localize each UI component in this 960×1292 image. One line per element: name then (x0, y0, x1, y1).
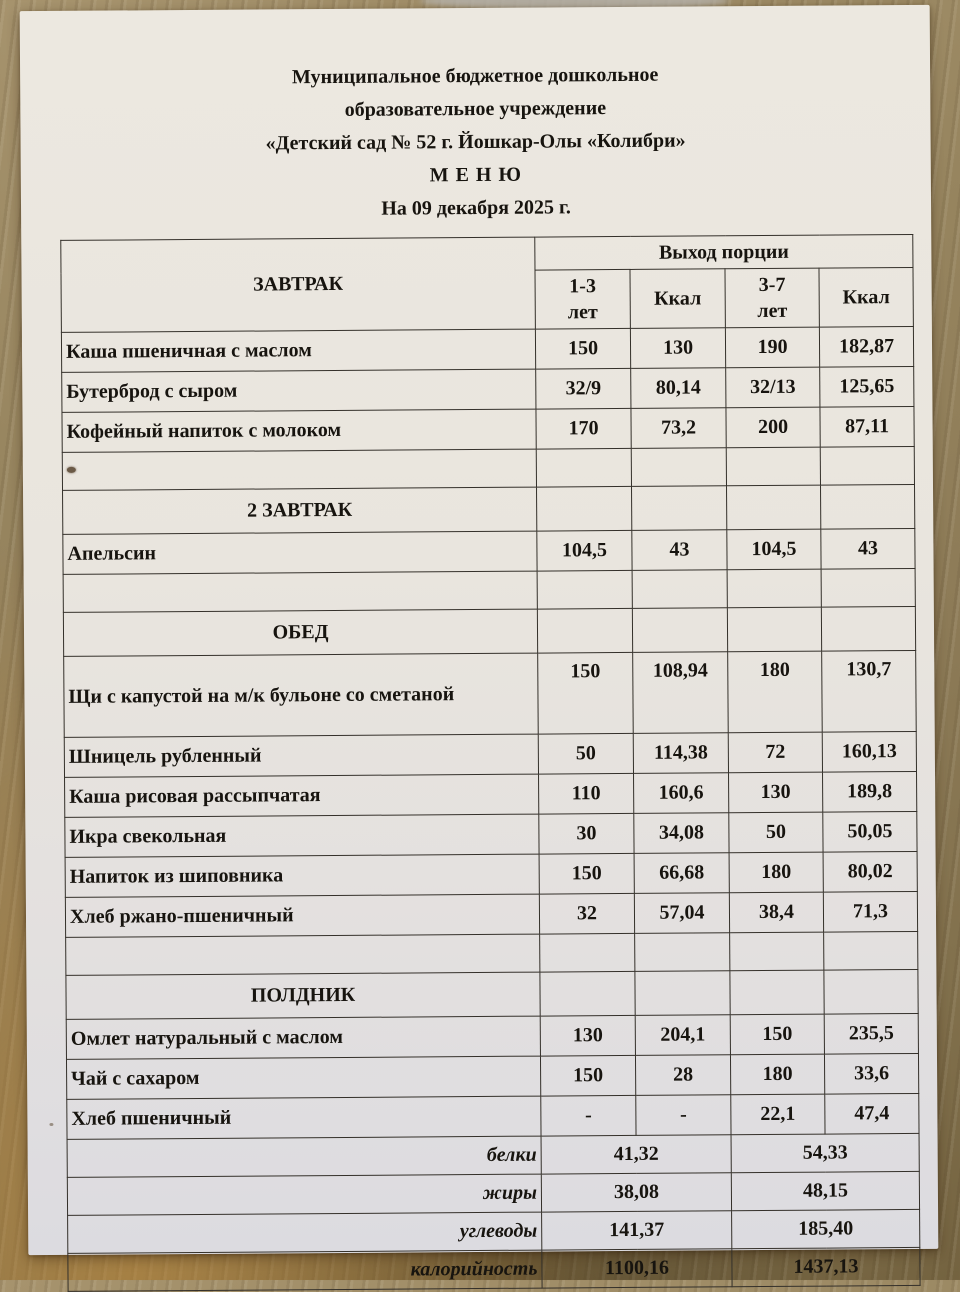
value-cell: 34,08 (634, 813, 729, 854)
value-cell: 87,11 (820, 406, 914, 447)
dish-name: Кофейный напиток с молоком (62, 409, 536, 452)
section-title-obed: ОБЕД (63, 609, 537, 656)
section-row (66, 969, 918, 1019)
menu-row (66, 1053, 918, 1099)
summary-value-young: 38,08 (541, 1173, 731, 1212)
summary-value-old: 48,15 (731, 1171, 919, 1210)
age-1-3-line2: лет (567, 301, 598, 324)
value-cell: 189,8 (823, 771, 917, 812)
value-cell: 50,05 (823, 811, 917, 852)
value-cell: 73,2 (631, 408, 726, 449)
value-cell: 114,38 (633, 733, 728, 774)
document-header (20, 5, 931, 228)
age-3-7-line2: лет (757, 299, 788, 323)
dish-name: Шницель рубленный (64, 734, 538, 777)
col-header-age-1-3 (535, 269, 630, 329)
summary-value-young: 1100,16 (542, 1249, 732, 1288)
meal-column-header: ЗАВТРАК (61, 237, 536, 332)
dish-name: Каша пшеничная с маслом (61, 329, 535, 372)
value-cell: 150 (538, 652, 634, 734)
summary-row-fats (67, 1171, 919, 1215)
summary-label: белки (67, 1136, 541, 1177)
value-cell: 150 (535, 328, 630, 369)
org-name-line-1: Муниципальное бюджетное дошкольное (291, 63, 659, 89)
menu-row (61, 326, 913, 372)
menu-row (65, 851, 917, 897)
value-cell: 150 (540, 1055, 635, 1096)
menu-row (66, 1013, 918, 1059)
value-cell: 33,6 (824, 1053, 918, 1094)
value-cell: 200 (726, 407, 820, 448)
summary-value-young: 41,32 (541, 1135, 731, 1174)
section-title-2-zavtrak: 2 ЗАВТРАК (63, 487, 537, 534)
menu-row (62, 366, 914, 412)
empty-row (62, 446, 914, 490)
value-cell: 30 (539, 813, 634, 854)
section-title-poldnik: ПОЛДНИК (66, 972, 540, 1019)
portion-output-header: Выход порции (535, 234, 913, 270)
menu-row (64, 731, 916, 777)
summary-value-old: 185,40 (732, 1209, 920, 1248)
age-3-7-line1: 3-7 (758, 273, 786, 297)
value-cell: 43 (821, 528, 915, 569)
menu-row (63, 528, 915, 574)
value-cell: 80,02 (823, 851, 917, 892)
value-cell: 108,94 (633, 652, 729, 734)
value-cell: 110 (539, 773, 634, 814)
value-cell: 66,68 (634, 853, 729, 894)
summary-value-old: 54,33 (731, 1133, 919, 1172)
value-cell: 104,5 (537, 530, 632, 571)
value-cell: 43 (632, 530, 727, 571)
summary-row-calories (68, 1247, 920, 1291)
summary-label: жиры (67, 1174, 541, 1215)
dish-name: Икра свекольная (65, 814, 539, 857)
value-cell: 130 (729, 772, 823, 813)
dish-name: Напиток из шиповника (65, 854, 539, 897)
value-cell: 32 (539, 893, 634, 934)
menu-row (62, 406, 914, 452)
value-cell: 32/13 (726, 367, 820, 408)
col-header-age-3-7 (725, 268, 819, 328)
age-1-3-line1: 1-3 (569, 275, 597, 298)
summary-label: углеводы (68, 1212, 542, 1253)
col-header-kcal-young: Ккал (630, 269, 725, 329)
dish-name: Чай с сахаром (66, 1056, 540, 1099)
section-row (63, 484, 915, 534)
paper-speck (49, 1123, 53, 1126)
menu-row (65, 891, 917, 937)
menu-row (64, 650, 917, 737)
dish-name: Хлеб пшеничный (67, 1096, 541, 1139)
menu-row (65, 771, 917, 817)
summary-value-young: 141,37 (542, 1211, 732, 1250)
org-name-line-2: образовательное учреждение (344, 97, 607, 121)
value-cell: 130,7 (822, 650, 917, 732)
value-cell: 150 (730, 1014, 824, 1055)
dish-name: Щи с капустой на м/к бульоне со сметаной (64, 653, 539, 737)
value-cell: 160,6 (634, 773, 729, 814)
value-cell: 72 (728, 732, 822, 773)
value-cell: 182,87 (819, 326, 913, 367)
value-cell: 57,04 (634, 893, 729, 934)
summary-value-old: 1437,13 (732, 1247, 920, 1286)
value-cell: 180 (729, 852, 823, 893)
value-cell: 22,1 (731, 1094, 825, 1135)
col-header-kcal-old: Ккал (819, 267, 913, 327)
value-cell: 204,1 (635, 1015, 730, 1056)
value-cell: 104,5 (727, 529, 821, 570)
summary-label: калорийность (68, 1250, 542, 1291)
dish-name: Апельсин (63, 531, 537, 574)
value-cell: 190 (725, 327, 819, 368)
empty-row (63, 568, 915, 612)
dish-name: Омлет натуральный с маслом (66, 1016, 540, 1059)
value-cell: - (636, 1095, 731, 1136)
menu-row (67, 1093, 919, 1139)
section-row (63, 606, 915, 656)
dish-name: Хлеб ржано-пшеничный (65, 894, 539, 937)
value-cell: 235,5 (824, 1013, 918, 1054)
paper-speck (67, 467, 76, 473)
menu-sheet (20, 5, 939, 1281)
summary-row-proteins (67, 1133, 919, 1177)
value-cell: 28 (635, 1055, 730, 1096)
value-cell: 47,4 (825, 1093, 919, 1134)
value-cell: 50 (538, 733, 633, 774)
menu-row (65, 811, 917, 857)
dish-name: Бутерброд с сыром (62, 369, 536, 412)
value-cell: 170 (536, 408, 631, 449)
value-cell: 80,14 (631, 368, 726, 409)
value-cell: 130 (540, 1015, 635, 1056)
value-cell: 150 (539, 853, 634, 894)
summary-row-carbs (68, 1209, 920, 1253)
value-cell: 71,3 (823, 891, 917, 932)
org-name-line-3: «Детский сад № 52 г. Йошкар-Олы «Колибри» (265, 129, 686, 155)
value-cell: 130 (630, 328, 725, 369)
value-cell: 180 (728, 651, 823, 733)
dish-name: Каша рисовая рассыпчатая (65, 774, 539, 817)
value-cell: 125,65 (820, 366, 914, 407)
value-cell: 160,13 (822, 731, 916, 772)
value-cell: 32/9 (536, 368, 631, 409)
value-cell: - (541, 1095, 636, 1136)
value-cell: 50 (729, 812, 823, 853)
value-cell: 180 (730, 1054, 824, 1095)
menu-table (60, 234, 920, 1292)
menu-date: На 09 декабря 2025 г. (381, 196, 571, 220)
empty-row (66, 931, 918, 975)
value-cell: 38,4 (729, 892, 823, 933)
menu-title: М Е Н Ю (429, 163, 523, 187)
